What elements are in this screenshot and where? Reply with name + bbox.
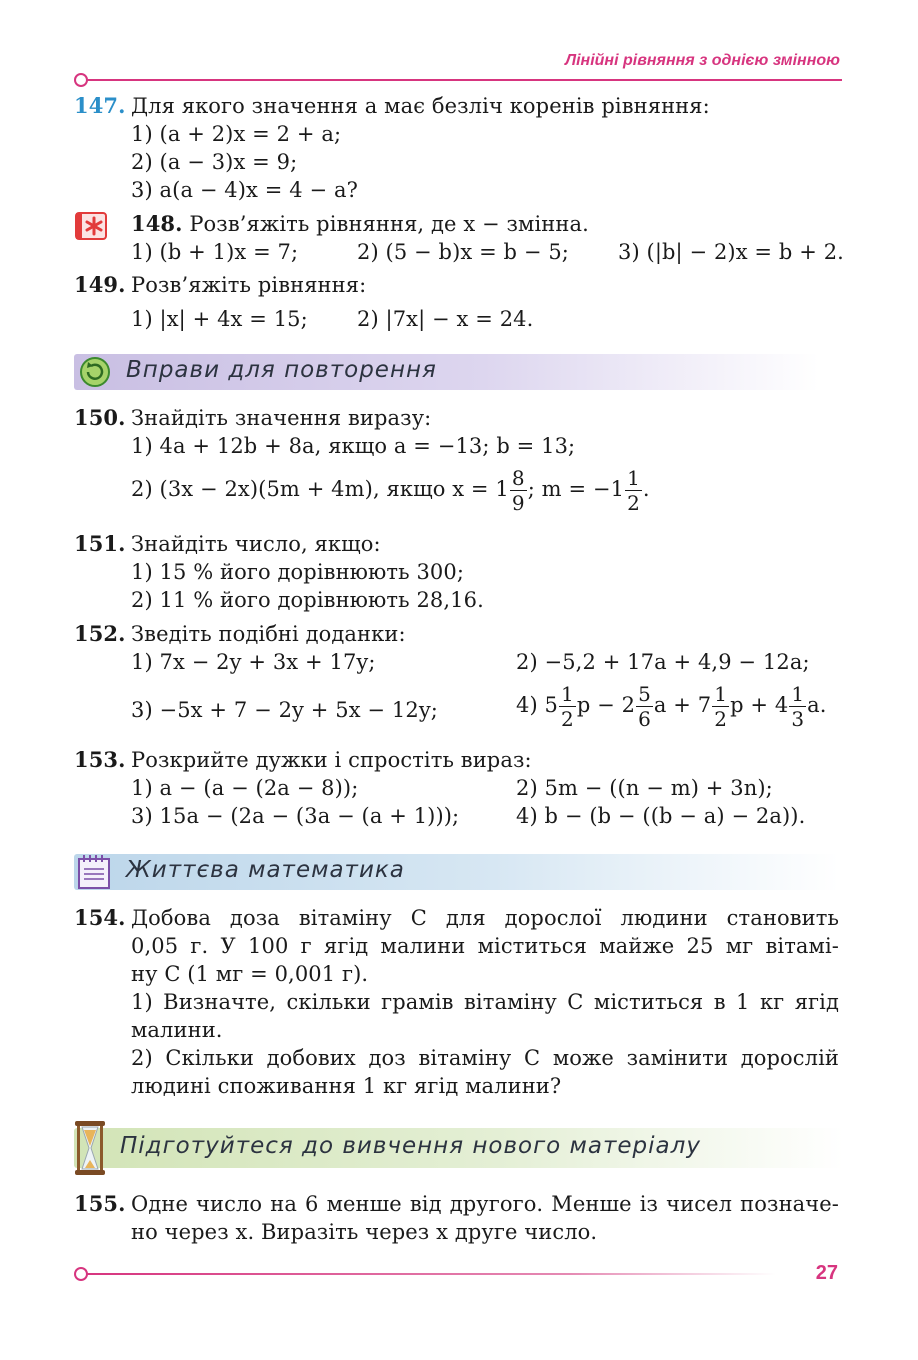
problem-152-item-1: 1) 7x − 2y + 3x + 17y; bbox=[131, 650, 376, 674]
problem-number: 154. bbox=[74, 905, 126, 930]
problem-147-item-3: 3) a(a − 4)x = 4 − a? bbox=[131, 178, 358, 202]
expression-text: p − 2 bbox=[576, 693, 636, 717]
header-rule bbox=[86, 79, 842, 81]
expression-text: 2) (3x − 2x)(5m + 4m), якщо x = 1 bbox=[131, 477, 509, 501]
denominator: 3 bbox=[791, 707, 805, 731]
numerator: 8 bbox=[511, 466, 525, 490]
problem-155-number bbox=[74, 1190, 126, 1218]
fraction bbox=[789, 682, 806, 731]
chapter-title: Лінійні рівняння з однією змінною bbox=[565, 52, 840, 69]
problem-153-number bbox=[74, 746, 126, 774]
problem-151-item-1: 1) 15 % його дорівнюють 300; bbox=[131, 560, 465, 584]
problem-148-item-3: 3) (|b| − 2)x = b + 2. bbox=[618, 240, 844, 264]
problem-148-item-1: 1) (b + 1)x = 7; bbox=[131, 240, 299, 264]
problem-149-item-1: 1) |x| + 4x = 15; bbox=[131, 307, 308, 331]
problem-151-number bbox=[74, 530, 126, 558]
problem-152-question: Зведіть подібні доданки: bbox=[131, 622, 406, 646]
problem-147-question: Для якого значення a має безліч коренів рівняння: bbox=[131, 94, 710, 118]
problem-155-line-2: но через x. Виразіть через x друге число. bbox=[131, 1220, 598, 1244]
problem-150-item-1: 1) 4a + 12b + 8a, якщо a = −13; b = 13; bbox=[131, 434, 576, 458]
fraction bbox=[625, 466, 642, 515]
hourglass-icon bbox=[74, 1120, 106, 1176]
problem-148-question: Розв’яжіть рівняння, де x − змінна. bbox=[189, 212, 589, 236]
problem-number: 151. bbox=[74, 531, 126, 556]
numerator: 5 bbox=[638, 682, 651, 706]
numerator: 1 bbox=[627, 466, 640, 490]
section-band-review bbox=[74, 354, 819, 390]
problem-number: 152. bbox=[74, 621, 126, 646]
expression-text: 4) 5 bbox=[516, 693, 558, 717]
problem-154-line-6: 2) Скільки добових доз вітаміну С може замінити дорослій bbox=[131, 1046, 839, 1070]
problem-153-item-2: 2) 5m − ((n − m) + 3n); bbox=[516, 776, 773, 800]
problem-152-item-2: 2) −5,2 + 17a + 4,9 − 12a; bbox=[516, 650, 810, 674]
notepad-icon bbox=[76, 854, 112, 890]
expression-text: . bbox=[642, 477, 650, 501]
problem-152-item-4 bbox=[516, 682, 827, 731]
section-band-life bbox=[74, 854, 839, 890]
problem-number: 148. bbox=[131, 211, 183, 236]
problem-152-number bbox=[74, 620, 126, 648]
problem-151-question: Знайдіть число, якщо: bbox=[131, 532, 381, 556]
denominator: 2 bbox=[714, 707, 728, 731]
problem-154-line-7: людині споживання 1 кг ягід малини? bbox=[131, 1074, 562, 1098]
page-number: 27 bbox=[815, 1262, 838, 1284]
section-title: Підготуйтеся до вивчення нового матеріалу bbox=[120, 1133, 701, 1159]
expression-text: p + 4 bbox=[730, 693, 789, 717]
footer-rule bbox=[86, 1273, 776, 1275]
problem-147-item-1: 1) (a + 2)x = 2 + a; bbox=[131, 122, 342, 146]
problem-154-line-3: ну С (1 мг = 0,001 г). bbox=[131, 962, 369, 986]
numerator: 1 bbox=[791, 682, 805, 706]
problem-number: 153. bbox=[74, 747, 126, 772]
problem-148-item-2: 2) (5 − b)x = b − 5; bbox=[357, 240, 569, 264]
problem-153-item-4: 4) b − (b − ((b − a) − 2a)). bbox=[516, 804, 806, 828]
section-title: Життєва математика bbox=[126, 857, 405, 883]
problem-150-question: Знайдіть значення виразу: bbox=[131, 406, 432, 430]
section-band-prepare bbox=[74, 1128, 844, 1168]
problem-147 bbox=[74, 92, 126, 120]
problem-148-header bbox=[131, 210, 589, 238]
numerator: 1 bbox=[561, 682, 574, 706]
fraction bbox=[636, 682, 653, 731]
problem-154-line-4: 1) Визначте, скільки грамів вітаміну С міститься в 1 кг ягід bbox=[131, 990, 839, 1014]
problem-154-number bbox=[74, 904, 126, 932]
problem-number: 150. bbox=[74, 405, 126, 430]
problem-155-line-1: Одне число на 6 менше від другого. Менше із чисел позначе- bbox=[131, 1192, 839, 1216]
fraction bbox=[712, 682, 729, 731]
problem-number: 149. bbox=[74, 272, 126, 297]
numerator: 1 bbox=[714, 682, 728, 706]
problem-150-number bbox=[74, 404, 126, 432]
problem-153-question: Розкрийте дужки і спростіть вираз: bbox=[131, 748, 532, 772]
problem-153-item-1: 1) a − (a − (2a − 8)); bbox=[131, 776, 359, 800]
problem-154-line-1: Добова доза вітаміну С для дорослої людини становить bbox=[131, 906, 839, 930]
problem-147-item-2: 2) (a − 3)x = 9; bbox=[131, 150, 298, 174]
denominator: 9 bbox=[511, 491, 525, 515]
denominator: 2 bbox=[627, 491, 640, 515]
problem-151-item-2: 2) 11 % його дорівнюють 28,16. bbox=[131, 588, 484, 612]
star-icon bbox=[75, 212, 107, 240]
section-title: Вправи для повторення bbox=[126, 357, 437, 383]
problem-153-item-3: 3) 15a − (2a − (3a − (a + 1))); bbox=[131, 804, 460, 828]
problem-152-item-3: 3) −5x + 7 − 2y + 5x − 12y; bbox=[131, 698, 438, 722]
expression-text: a. bbox=[807, 693, 827, 717]
expression-text: a + 7 bbox=[653, 693, 712, 717]
fraction bbox=[559, 682, 576, 731]
fraction bbox=[510, 466, 527, 515]
denominator: 2 bbox=[561, 707, 574, 731]
recycle-icon bbox=[78, 356, 112, 388]
problem-number: 155. bbox=[74, 1191, 126, 1216]
problem-number: 147. bbox=[74, 93, 126, 118]
problem-149-question: Розв’яжіть рівняння: bbox=[131, 273, 367, 297]
denominator: 6 bbox=[638, 707, 651, 731]
problem-149-number bbox=[74, 271, 126, 299]
problem-154-line-5: малини. bbox=[131, 1018, 223, 1042]
problem-149-item-2: 2) |7x| − x = 24. bbox=[357, 307, 534, 331]
expression-text: ; m = −1 bbox=[527, 477, 625, 501]
problem-154-line-2: 0,05 г. У 100 г ягід малини міститься майже 25 мг вітамі- bbox=[131, 934, 839, 958]
problem-150-item-2 bbox=[131, 466, 650, 515]
